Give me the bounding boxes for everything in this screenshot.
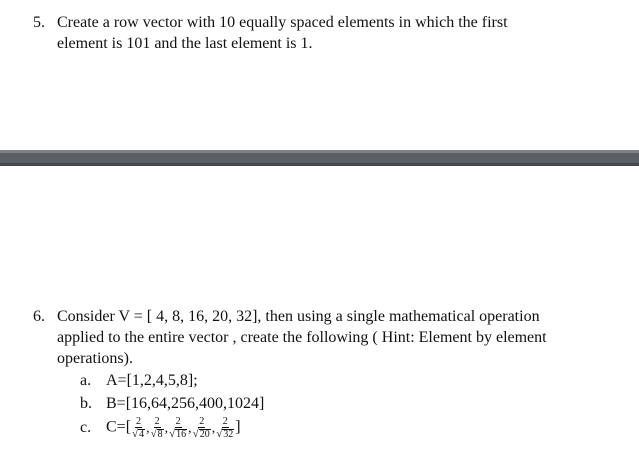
question-5-number: 5. [33, 14, 45, 31]
fraction-denominator [151, 428, 164, 440]
sub-item-c-label: c. [80, 418, 92, 436]
fraction-numerator: 2 [136, 416, 142, 427]
sub-item-b-text: B=[16,64,256,400,1024] [106, 395, 265, 412]
radicand: 8 [157, 429, 163, 440]
fraction-separator: , [146, 420, 150, 436]
fraction [193, 416, 211, 440]
sub-item-c-prefix: C=[ [106, 418, 132, 436]
radicand: 20 [199, 429, 210, 440]
sub-item-c-suffix: ] [235, 418, 241, 436]
section-divider [0, 150, 639, 166]
sub-item-a-text: A=[1,2,4,5,8]; [106, 372, 198, 389]
radicand: 4 [139, 429, 145, 440]
fraction-numerator: 2 [199, 416, 205, 427]
fraction-separator: , [164, 420, 169, 436]
fraction-denominator [216, 428, 234, 440]
fraction-separator: , [188, 420, 192, 436]
question-5-line-2: element is 101 and the last element is 1. [57, 35, 313, 52]
fraction-denominator [169, 428, 187, 440]
radical-sign: √ [132, 428, 139, 440]
question-6-number: 6. [33, 308, 45, 325]
fraction-numerator: 2 [154, 416, 160, 427]
question-6-line-3: operations). [57, 350, 133, 367]
radical-sign: √ [192, 428, 199, 440]
radical-sign: √ [216, 428, 223, 440]
sub-item-b-label: b. [80, 395, 92, 412]
fraction-numerator: 2 [175, 416, 181, 427]
sub-item-a-label: a. [80, 372, 92, 389]
fraction-denominator [193, 428, 211, 440]
fraction-list [131, 416, 235, 440]
radical-sign: √ [150, 428, 157, 440]
question-5-line-1: Create a row vector with 10 equally spaced elements in which the first [57, 14, 508, 31]
radical-sign: √ [169, 428, 176, 440]
fraction [169, 416, 187, 440]
sub-item-b [80, 393, 264, 414]
fraction-numerator: 2 [222, 416, 228, 427]
sub-item-a [80, 370, 198, 391]
radicand: 16 [176, 429, 187, 440]
question-6-text [57, 306, 547, 369]
question-6-line-1: Consider V = [ 4, 8, 16, 20, 32], then using a single mathematical operation [57, 308, 540, 325]
sub-item-c [80, 416, 241, 440]
fraction [216, 416, 234, 440]
question-6-line-2: applied to the entire vector , create the following ( Hint: Element by element [57, 329, 547, 346]
question-5-text [57, 12, 508, 54]
fraction-denominator [132, 428, 145, 440]
question-5-panel [0, 0, 639, 150]
fraction [132, 416, 145, 440]
fraction [151, 416, 164, 440]
radicand: 32 [223, 429, 234, 440]
fraction-separator: , [211, 420, 216, 436]
